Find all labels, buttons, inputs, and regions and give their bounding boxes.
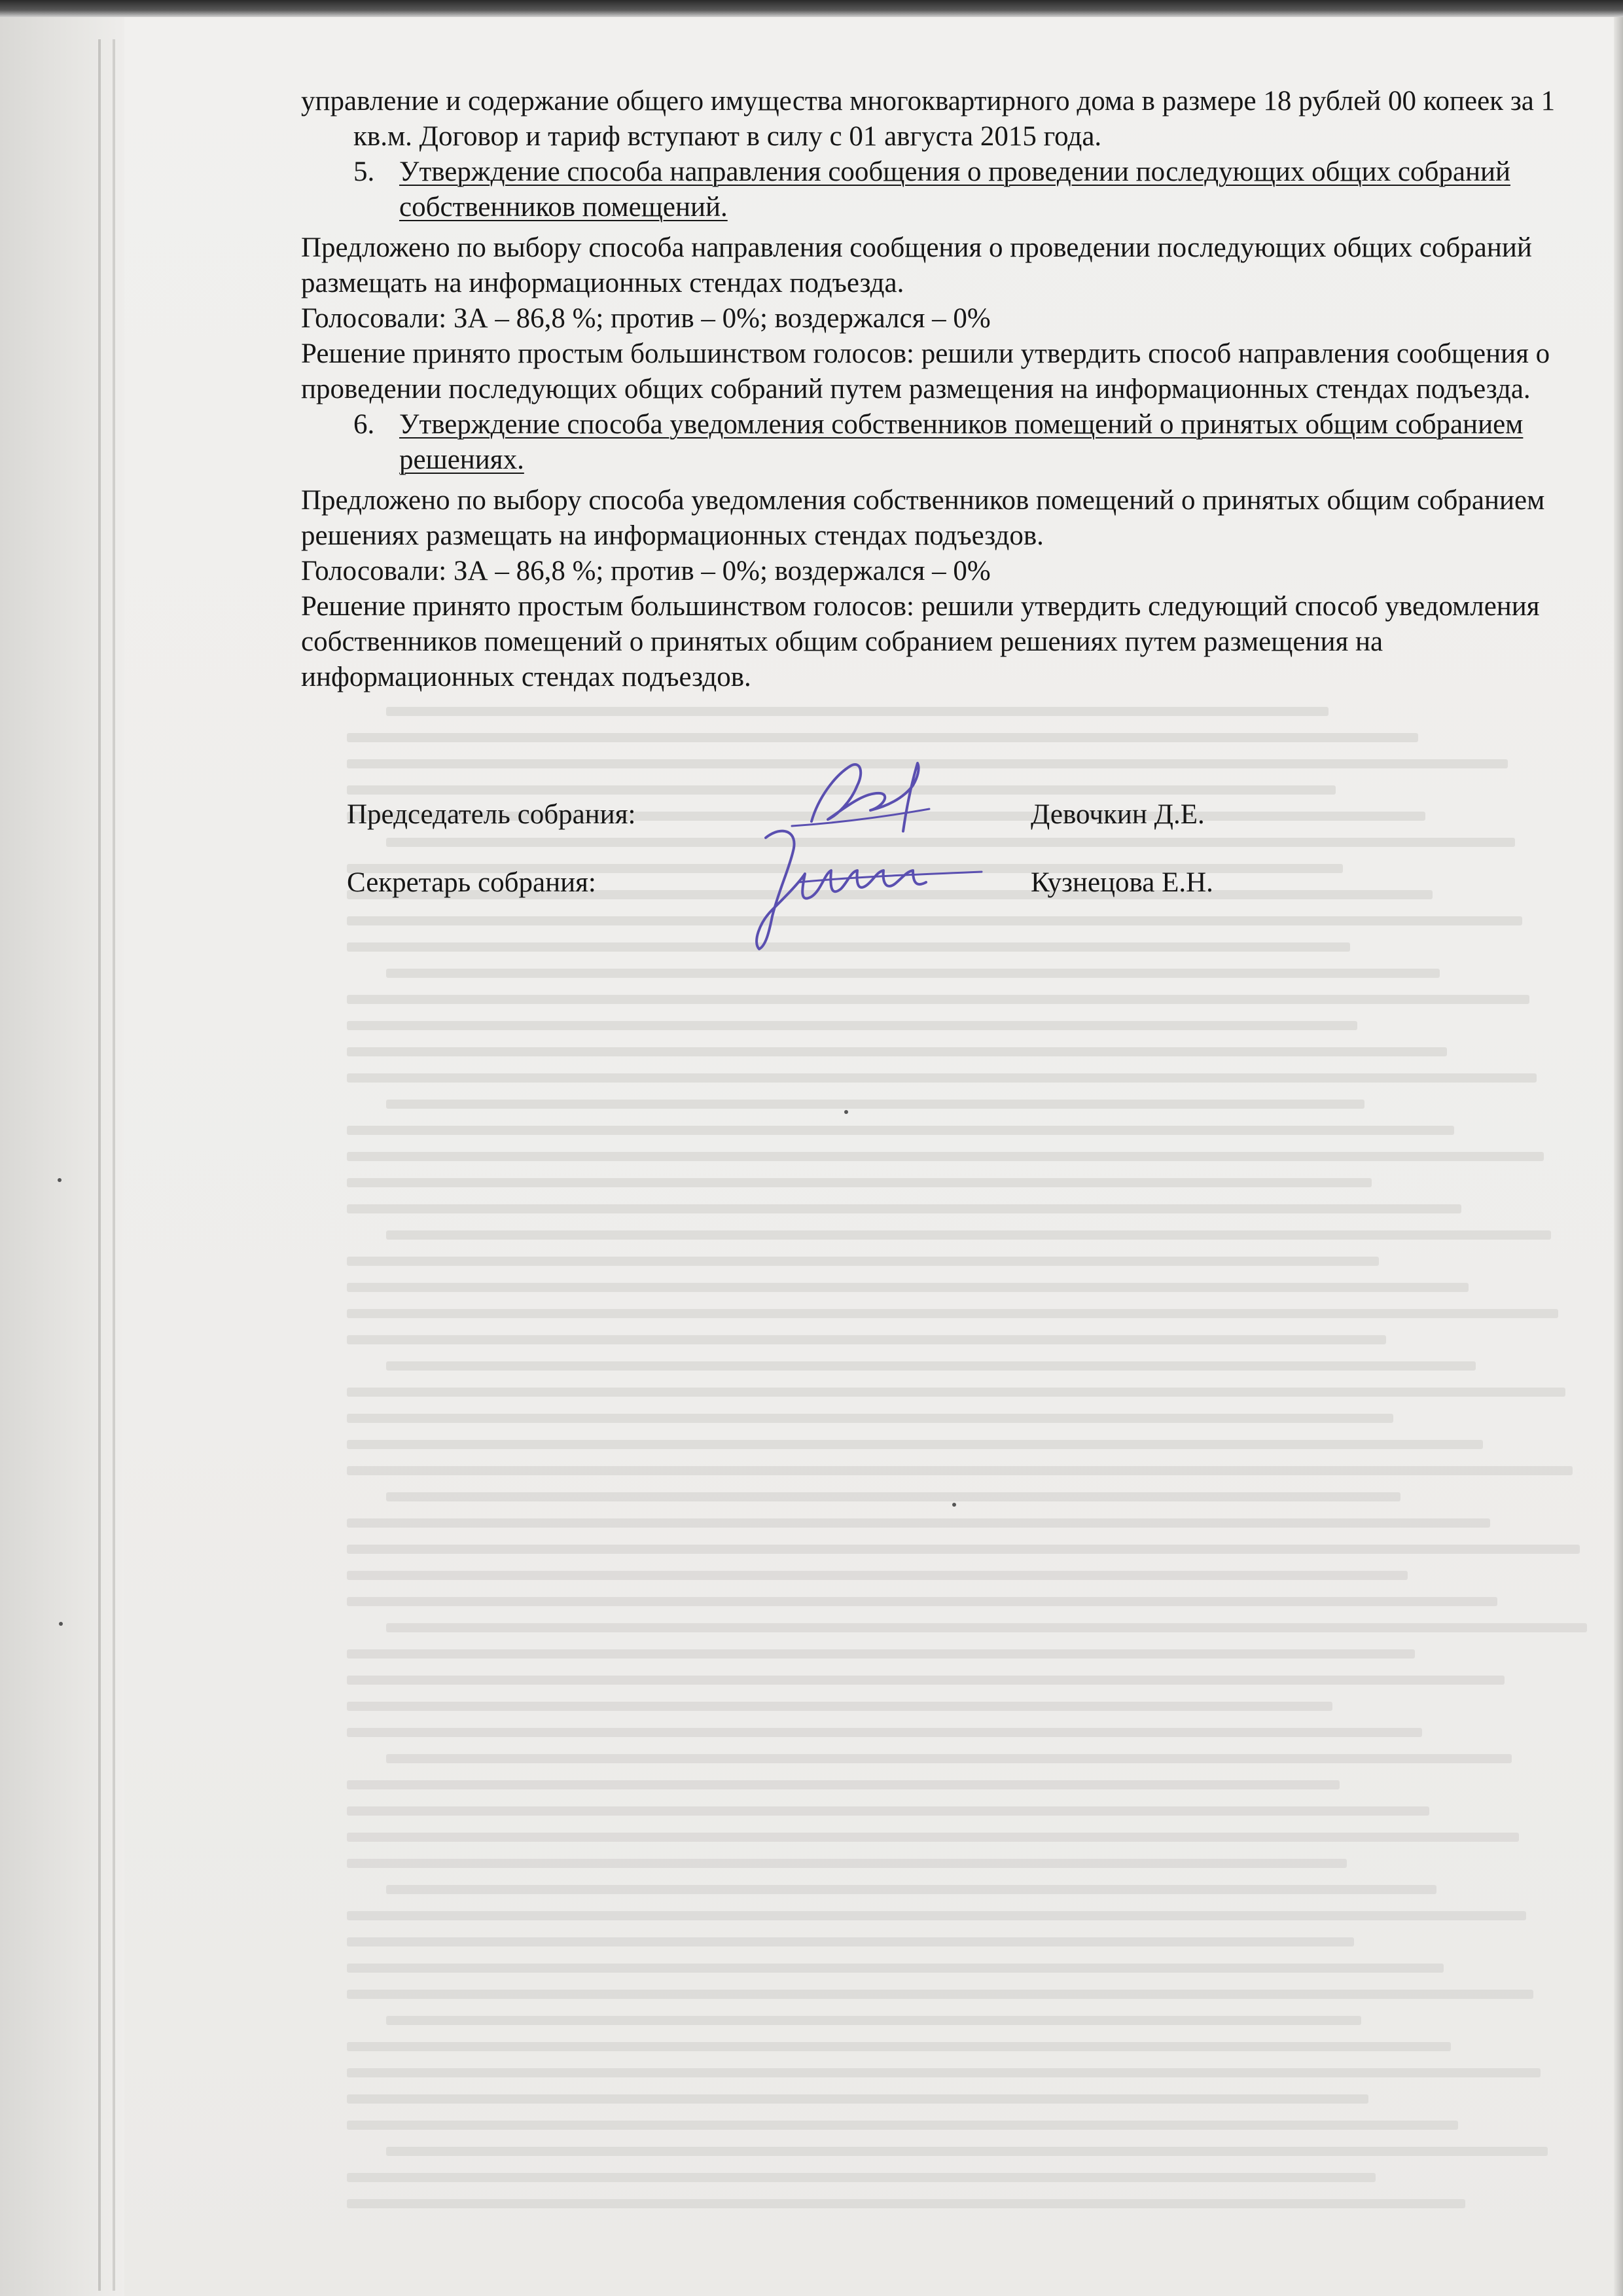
- speck: [952, 1503, 956, 1507]
- show-through-line: [347, 1728, 1422, 1737]
- show-through-line: [347, 1388, 1565, 1397]
- speck: [844, 1110, 848, 1114]
- show-through-line: [347, 1990, 1533, 1999]
- text-line: Предложено по выбору способа уведомления собственников помещений о принятых общим собранием: [301, 485, 1545, 516]
- secretary-name: Кузнецова Е.Н.: [1031, 867, 1213, 898]
- show-through-line: [347, 1545, 1580, 1554]
- show-through-line: [347, 1126, 1454, 1135]
- speck: [58, 1178, 62, 1182]
- show-through-line: [386, 1623, 1587, 1632]
- show-through-line: [347, 1518, 1490, 1528]
- show-through-line: [347, 1806, 1429, 1816]
- text-line: кв.м. Договор и тариф вступают в силу с 01 августа 2015 года.: [353, 121, 1102, 152]
- show-through-line: [347, 2199, 1465, 2208]
- text-line: Решение принято простым большинством голосов: решили утвердить следующий способ уведомления: [301, 591, 1540, 622]
- text-line: Предложено по выбору способа направления сообщения о проведении последующих общих собраний: [301, 232, 1532, 263]
- agenda-item-6-cont: [301, 442, 1610, 478]
- show-through-line: [386, 2147, 1548, 2156]
- show-through-line: [386, 2016, 1361, 2025]
- show-through-line: [347, 1702, 1332, 1711]
- show-through-line: [347, 1649, 1415, 1659]
- show-through-line: [347, 995, 1529, 1004]
- show-through-line: [347, 1859, 1347, 1868]
- show-through-line: [347, 1414, 1393, 1423]
- text-line: Решение принято простым большинством голосов: решили утвердить способ направления сообщения о: [301, 338, 1550, 369]
- show-through-line: [386, 1885, 1436, 1894]
- chairman-label: Председатель собрания:: [347, 799, 636, 830]
- secretary-signature: [720, 812, 995, 962]
- item-title: решениях.: [399, 444, 524, 475]
- chairman-name: Девочкин Д.Е.: [1031, 799, 1205, 830]
- show-through-line: [347, 1257, 1379, 1266]
- show-through-line: [386, 1361, 1476, 1371]
- show-through-line: [347, 2094, 1368, 2104]
- show-through-line: [347, 1676, 1505, 1685]
- show-through-line: [347, 1283, 1469, 1292]
- show-through-line: [347, 1440, 1483, 1449]
- show-through-line: [347, 1597, 1497, 1606]
- item-title: Утверждение способа уведомления собственников помещений о принятых общим собранием: [399, 409, 1524, 440]
- show-through-line: [347, 1466, 1573, 1475]
- show-through-line: [347, 2068, 1541, 2077]
- show-through-line: [347, 1204, 1461, 1213]
- show-through-line: [347, 1335, 1386, 1344]
- show-through-line: [386, 707, 1329, 716]
- scan-right-edge: [1614, 17, 1623, 2296]
- text-line: решениях размещать на информационных стендах подъездов.: [301, 520, 1044, 551]
- speck: [59, 1622, 63, 1626]
- show-through-line: [386, 969, 1440, 978]
- show-through-line: [386, 1100, 1364, 1109]
- show-through-line: [347, 1833, 1519, 1842]
- scan-top-edge: [0, 0, 1623, 17]
- vote-result: Голосовали: ЗА – 86,8 %; против – 0%; воздержался – 0%: [301, 556, 991, 586]
- show-through-line: [347, 733, 1418, 742]
- show-through-line: [347, 2121, 1458, 2130]
- item-title: собственников помещений.: [399, 192, 728, 223]
- show-through-line: [347, 1911, 1526, 1920]
- show-through-line: [347, 1178, 1372, 1187]
- show-through-line: [386, 1230, 1551, 1240]
- item-number: 6.: [353, 409, 375, 440]
- agenda-item-5: [301, 154, 1610, 190]
- show-through-line: [347, 2042, 1451, 2051]
- text-line: проведении последующих общих собраний путем размещения на информационных стендах подъезда.: [301, 374, 1531, 404]
- text-line: информационных стендах подъездов.: [301, 662, 751, 692]
- show-through-line: [347, 1937, 1354, 1946]
- text-line: управление и содержание общего имущества многоквартирного дома в размере 18 рублей 00 копеек за 1: [301, 86, 1556, 117]
- text-line: размещать на информационных стендах подъезда.: [301, 268, 904, 298]
- text-line: собственников помещений о принятых общим собранием решениях путем размещения на: [301, 626, 1383, 657]
- show-through-line: [347, 1021, 1357, 1030]
- agenda-item-6: [301, 407, 1610, 442]
- show-through-line: [347, 1571, 1408, 1580]
- protocol-text: [301, 84, 1610, 695]
- secretary-label: Секретарь собрания:: [347, 867, 596, 898]
- scan-left-fold: [0, 17, 124, 2296]
- show-through-line: [347, 2173, 1376, 2182]
- fold-line: [98, 39, 101, 2291]
- show-through-line: [347, 1073, 1537, 1083]
- show-through-line: [347, 1309, 1558, 1318]
- item-title: Утверждение способа направления сообщения о проведении последующих общих собраний: [399, 156, 1510, 187]
- show-through-line: [386, 1754, 1512, 1763]
- item-number: 5.: [353, 156, 375, 187]
- agenda-item-5-cont: [301, 190, 1610, 225]
- vote-result: Голосовали: ЗА – 86,8 %; против – 0%; воздержался – 0%: [301, 303, 991, 334]
- show-through-line: [347, 1047, 1447, 1056]
- show-through-line: [347, 1780, 1340, 1789]
- show-through-line: [386, 1492, 1400, 1501]
- show-through-line: [347, 1964, 1444, 1973]
- show-through-line: [347, 1152, 1544, 1161]
- fold-line: [113, 39, 115, 2291]
